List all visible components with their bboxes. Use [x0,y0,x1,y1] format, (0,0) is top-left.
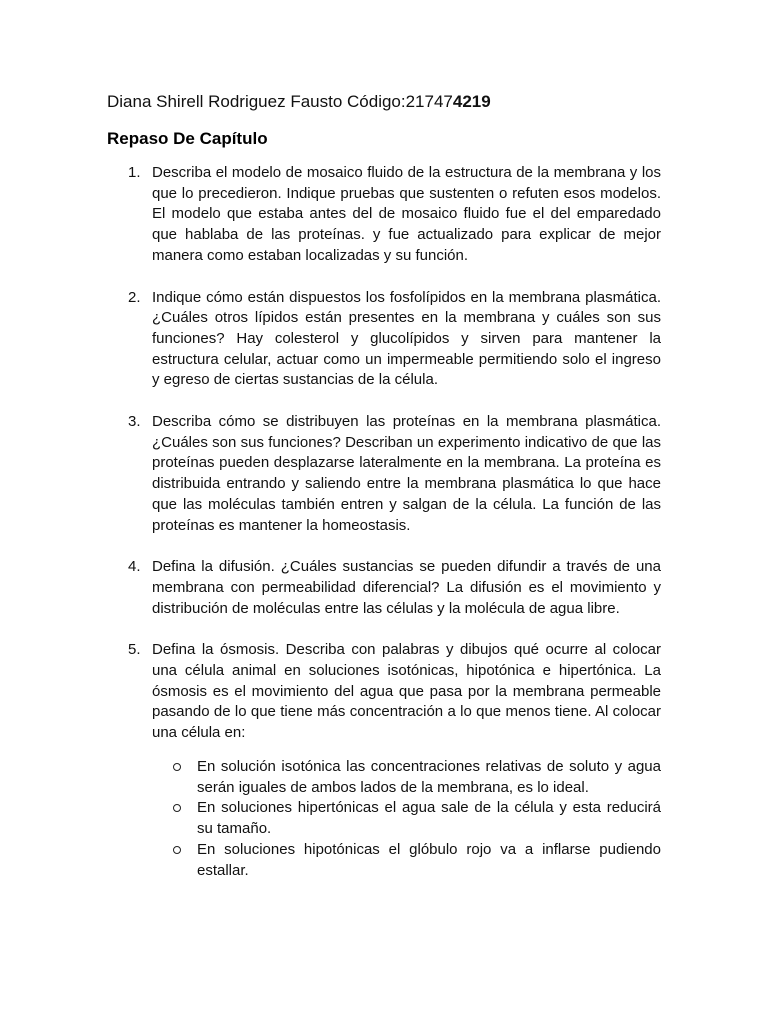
page-title: Repaso De Capítulo [107,129,268,148]
question-number: 4. [128,558,141,576]
bullet-text: En soluciones hipertónicas el agua sale de la célula y esta reducirá su tamaño. [197,799,661,838]
author-name-code: Diana Shirell Rodriguez Fausto Código:21747 [107,92,453,111]
hollow-circle-bullet-icon [173,763,181,771]
bullet-text: En soluciones hipotónicas el glóbulo rojo va a inflarse pudiendo estallar. [197,840,661,879]
question-item-5 [107,640,661,744]
list-item [173,798,661,839]
question-item-4 [107,557,661,619]
question-text: Describa cómo se distribuyen las proteínas en la membrana plasmática. ¿Cuáles son sus funciones? Describan un experimento indicativo de que las proteínas pueden desplazarse lateralmente en la membrana. La proteína es distribuida entrando y saliendo entre la membrana plasmática lo que hace que las moléculas también entren y salgan de la célula. La función de las proteínas es mantener la homeostasis. [152,413,661,534]
question-number: 5. [128,641,141,659]
bullet-text: En solución isotónica las concentraciones relativas de soluto y agua serán iguales de ambos lados de la membrana, es lo ideal. [197,758,661,796]
question-text: Defina la ósmosis. Describa con palabras y dibujos qué ocurre al colocar una célula animal en soluciones isotónicas, hipotónica e hipertónica. La ósmosis es el movimiento del agua que pasa por la membrana permeable pasando de lo que tiene más concentración a lo que menos tiene. Al colocar una célula en: [152,641,661,742]
question-number: 1. [128,164,141,181]
question-item-2 [107,288,661,392]
question-item-3 [107,412,661,536]
osmosis-bullet-list [173,757,661,881]
list-item [173,757,661,798]
question-list [107,163,661,765]
question-item-1 [107,163,661,267]
question-number: 2. [128,288,141,306]
question-number: 3. [128,413,141,431]
hollow-circle-bullet-icon [173,804,181,812]
question-text: Indique cómo están dispuestos los fosfolípidos en la membrana plasmática. ¿Cuáles otros lípidos están presentes en la membrana y cuáles son sus funciones? Hay colesterol y glucolípidos y sirven para mantener la estructura celular, actuar como un impermeable permitiendo solo el ingreso y egreso de ciertas sustancias de la célula. [152,288,661,389]
hollow-circle-bullet-icon [173,846,181,854]
list-item [173,840,661,881]
author-line [107,91,491,113]
question-text: Describa el modelo de mosaico fluido de la estructura de la membrana y los que lo precedieron. Indique pruebas que sustenten o refuten esos modelos. El modelo que estaba antes del de mosaico fluido fue el del emparedado que hablaba de las proteínas. y fue actualizado para explicar de mejor manera como estaban localizadas y su función. [152,164,661,264]
author-code-bold: 4219 [452,92,491,111]
question-text: Defina la difusión. ¿Cuáles sustancias se pueden difundir a través de una membrana con permeabilidad diferencial? La difusión es el movimiento y distribución de moléculas entre las células y la molécula de agua libre. [152,558,661,617]
